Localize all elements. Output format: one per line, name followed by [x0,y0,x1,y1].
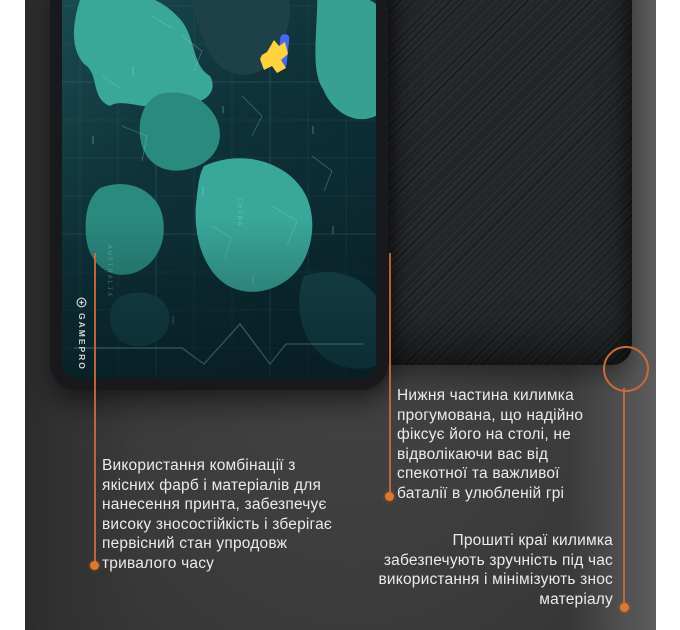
corner-highlight-circle [603,346,649,392]
gamepro-logo-text: GAMEPRO [76,313,87,371]
gamepro-logo-icon [76,297,87,308]
note-print-quality [102,456,367,573]
callout-line-print-quality [94,253,96,566]
note-line: відволікаючи вас від [397,445,549,463]
product-photo [25,0,656,630]
note-line: фіксує його на столі, не [397,426,571,443]
callout-dot-rubber-bottom [385,492,394,501]
note-line: баталії в улюбленій грі [397,484,565,502]
mousepad-front-printed-side [50,0,388,390]
note-line: високу зносостійкість і зберігає [102,515,332,533]
callout-line-rubber-bottom [389,253,391,497]
callout-dot-stitched-edges [620,603,629,612]
note-line: Нижня частина килимка [397,387,574,404]
gamepro-logo [75,297,88,377]
note-line: первісний стан упродовж [102,535,288,552]
note-line: використання і мінімізують знос [378,571,613,588]
note-stitched-edges [333,531,613,609]
note-line: прогумована, що надійно [397,406,584,424]
note-rubber-bottom [397,386,612,503]
world-map-graphic [62,0,376,378]
note-line: Використання комбінації з [102,457,296,474]
note-line: нанесення принта, забезпечує [102,496,327,513]
note-line: матеріалу [539,590,613,608]
map-bottom-shading [62,0,376,378]
callout-line-stitched-edges [623,388,625,608]
world-map-print [62,0,376,378]
note-line: якісних фарб і матеріалів для [102,476,322,494]
note-line: спекотної та важливої [397,465,560,482]
note-line: тривалого часу [102,554,215,572]
mousepad-back-rubber-side [386,0,632,365]
note-line: Прошиті краї килимка [452,532,613,549]
note-line: забезпечують зручність під час [383,551,613,569]
callout-dot-print-quality [90,561,99,570]
